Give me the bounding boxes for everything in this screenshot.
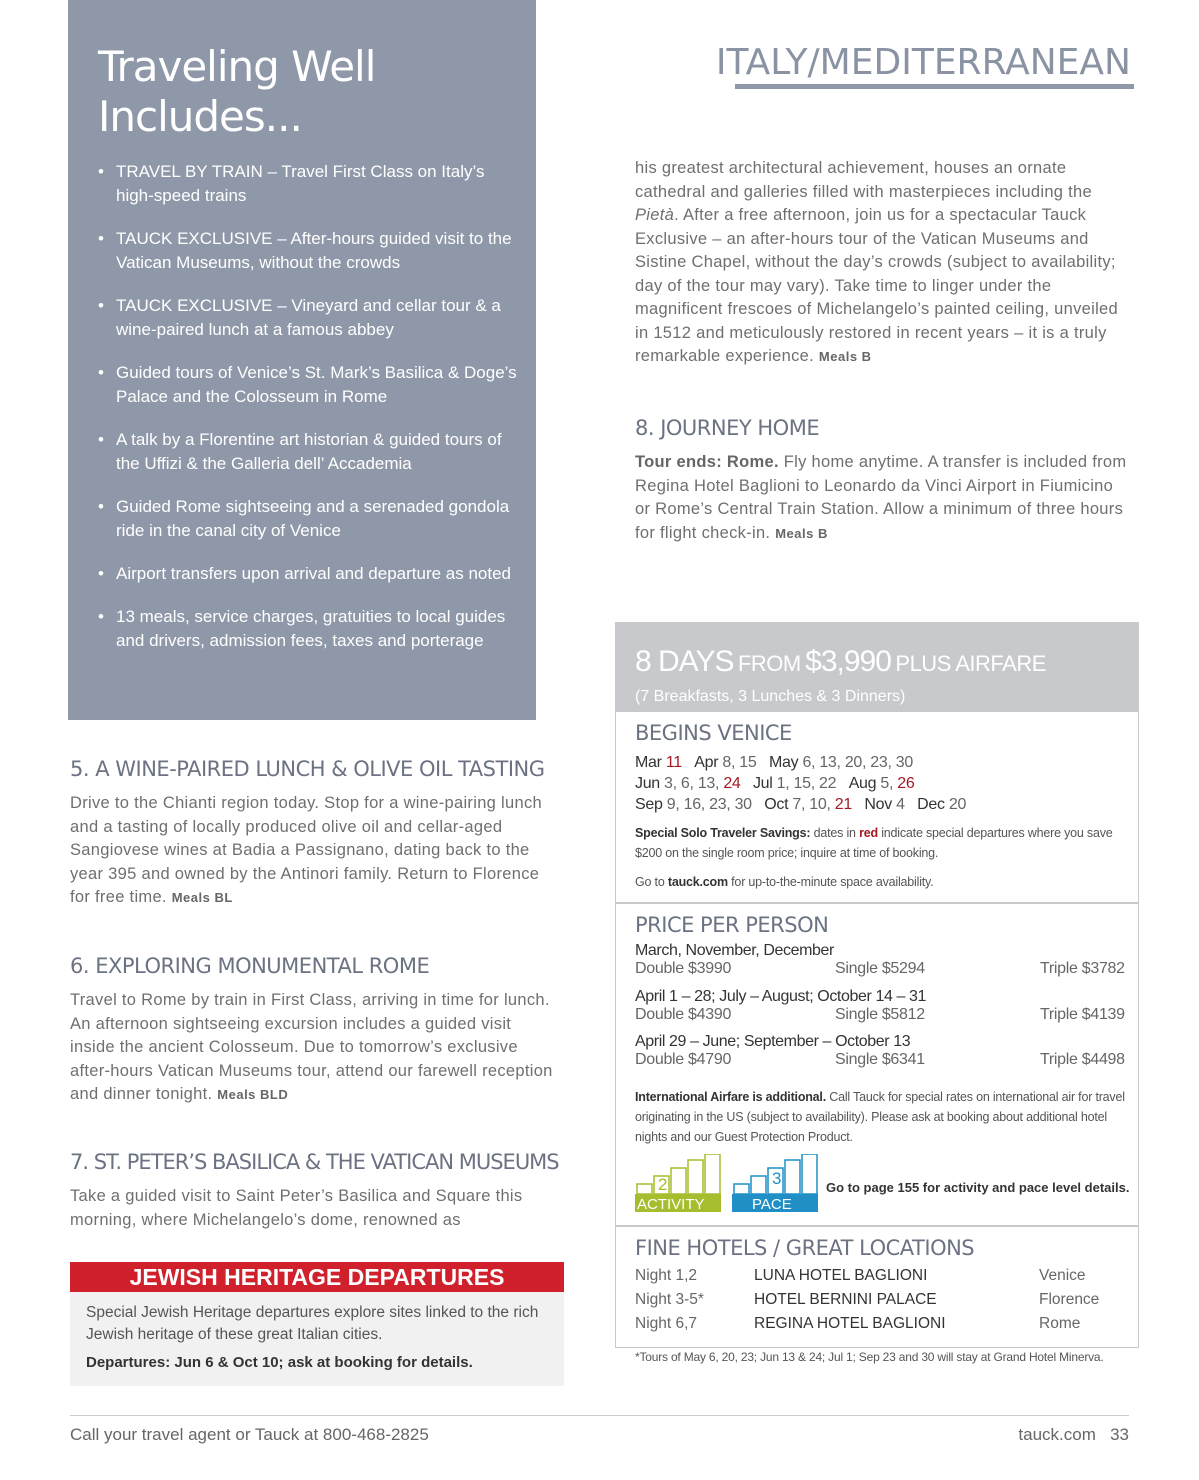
meals-summary: (7 Breakfasts, 3 Lunches & 3 Dinners): [635, 688, 906, 705]
day6-title: 6. EXPLORING MONUMENTAL ROME: [70, 954, 430, 978]
departure-date: 5,: [880, 775, 898, 792]
level-bar: [734, 1184, 749, 1194]
day7-title: 7. ST. PETER’S BASILICA & THE VATICAN MUSEUMS: [70, 1150, 559, 1174]
price-season: [635, 1033, 1125, 1071]
month-label: Dec: [917, 796, 949, 813]
page-number: 33: [1110, 1425, 1129, 1444]
date-row: [635, 752, 966, 773]
date-row: [635, 794, 966, 815]
includes-title-line2: Includes...: [98, 92, 302, 141]
tauck-link[interactable]: tauck.com: [667, 875, 728, 889]
level-bar: [688, 1160, 703, 1194]
day5-text: Drive to the Chianti region today. Stop for a wine-pairing lunch and a tasting of locally produced olive oil and cellar-aged Sangiovese wines at Badia a Passignano, dating back to the year 395 and owned by the Antinori family. Return to Florence for free time. Meals BL: [70, 794, 542, 906]
hotel-city: Rome: [1039, 1315, 1081, 1332]
season-name: March, November, December: [635, 942, 834, 959]
level-bar: [785, 1160, 800, 1194]
jewish-heritage-departures: Departures: Jun 6 & Oct 10; ask at booking for details.: [86, 1354, 473, 1371]
day8-text: Tour ends: Rome. Fly home anytime. A transfer is included from Regina Hotel Baglioni to Leonardo da Vinci Airport in Fiumicino or Rome’s Central Train Station. Allow a minimum of three hours for flight check-in. Meals B: [635, 453, 1127, 542]
price-table: [635, 942, 1125, 1078]
month-label: Aug: [848, 775, 881, 792]
hotel-nights: Night 6,7: [635, 1315, 698, 1332]
day8-meals: Meals B: [775, 525, 828, 541]
season-name: April 29 – June; September – October 13: [635, 1033, 911, 1050]
includes-title: [98, 42, 375, 142]
includes-item: • Airport transfers upon arrival and departure as noted: [98, 562, 518, 586]
pace-level-icon: [732, 1154, 818, 1212]
single-price: Single $5812: [835, 1006, 925, 1023]
month-label: Oct: [764, 796, 793, 813]
hotel-name: REGINA HOTEL BAGLIONI: [754, 1315, 946, 1332]
day5-meals: Meals BL: [171, 890, 233, 905]
includes-item: • Guided Rome sightseeing and a serenaded gondola ride in the canal city of Venice: [98, 495, 518, 543]
day7-text: Take a guided visit to Saint Peter’s Basilica and Square this morning, where Michelangelo’s dome, renowned as: [70, 1187, 523, 1229]
solo-departure-date: 11: [665, 754, 682, 771]
hotel-city: Venice: [1039, 1267, 1086, 1284]
triple-price: Triple $3782: [1040, 960, 1125, 977]
hotel-nights: Night 1,2: [635, 1267, 698, 1284]
level-bar: [671, 1168, 686, 1194]
availability-note: Go to tauck.com for up-to-the-minute space availability.: [635, 875, 934, 889]
solo-departure-date: 26: [897, 775, 915, 792]
svg-text:PACE: PACE: [752, 1196, 792, 1212]
double-price: Double $4390: [635, 1006, 732, 1023]
footer-rule: [70, 1415, 1129, 1416]
departure-date: 8, 15: [722, 754, 757, 771]
level-bar: [802, 1154, 817, 1194]
jewish-heritage-text: Special Jewish Heritage departures explore sites linked to the rich Jewish heritage of these great Italian cities.: [86, 1304, 539, 1343]
includes-title-line1: Traveling Well: [98, 42, 376, 91]
level-bar: [637, 1184, 652, 1194]
solo-departure-date: 24: [723, 775, 741, 792]
departure-date: 9, 16, 23, 30: [666, 796, 752, 813]
double-price: Double $3990: [635, 960, 732, 977]
date-row: [635, 773, 966, 794]
day8-title: 8. JOURNEY HOME: [635, 416, 820, 440]
plus-airfare-label: PLUS AIRFARE: [895, 651, 1046, 676]
triple-price: Triple $4139: [1040, 1006, 1125, 1023]
tour-length: 8 DAYS: [635, 645, 734, 678]
day6-meals: Meals BLD: [217, 1087, 289, 1102]
includes-item: • TAUCK EXCLUSIVE – After-hours guided visit to the Vatican Museums, without the crowds: [98, 227, 518, 275]
hotel-name: HOTEL BERNINI PALACE: [754, 1291, 937, 1308]
from-label: FROM: [737, 651, 801, 676]
svg-text:2: 2: [658, 1175, 668, 1194]
season-name: April 1 – 28; July – August; October 14 – 31: [635, 988, 927, 1005]
hotel-name: LUNA HOTEL BAGLIONI: [754, 1267, 928, 1284]
day7-continued-text: his greatest architectural achievement, houses an ornate cathedral and galleries filled with masterpieces including the Pietà. After a free afternoon, join us for a spectacular Tauck Exclusive – an after-hours tour of the Vatican Museums and Sistine Chapel, without the day’s crowds (subject to availability; day of the tour may vary). Take time to linger under the magnificent frescoes of Michelangelo’s painted ceiling, unveiled in 1512 and meticulously restored in recent years – it is a truly remarkable experience. Meals B: [635, 159, 1119, 365]
jewish-heritage-title: JEWISH HERITAGE DEPARTURES: [70, 1262, 564, 1292]
solo-savings-note: Special Solo Traveler Savings: dates in red indicate special departures where you save $200 on the single room price; inquire at time of booking.: [635, 826, 1113, 860]
hotels-footnote: *Tours of May 6, 20, 23; Jun 13 & 24; Jul 1; Sep 23 and 30 will stay at Grand Hotel Minerva.: [635, 1350, 1104, 1364]
includes-panel: [68, 0, 536, 720]
hotel-nights: Night 3-5*: [635, 1291, 704, 1308]
level-bar: [751, 1176, 766, 1194]
region-heading: ITALY/MEDITERRANEAN: [715, 42, 1131, 83]
hotels-title: FINE HOTELS / GREAT LOCATIONS: [635, 1236, 975, 1260]
region-rule: [735, 84, 1134, 89]
level-bar: [705, 1154, 720, 1194]
price-season: [635, 988, 1125, 1026]
price-season: [635, 942, 1125, 980]
hotel-row: [635, 1264, 1125, 1288]
hotels-table: [635, 1264, 1125, 1336]
footer-site-link[interactable]: tauck.com: [1018, 1425, 1096, 1444]
footer-right: [1018, 1425, 1129, 1445]
divider: [615, 1225, 1139, 1227]
departure-date: 6, 13, 20, 23, 30: [802, 754, 913, 771]
airfare-note: International Airfare is additional. Call Tauck for special rates on international air for travel originating in the US (subject to availability). Please ask at booking about additional hotel nights and our Guest Protection Product.: [635, 1090, 1125, 1144]
departure-dates: [635, 752, 966, 815]
departure-date: 7, 10,: [792, 796, 835, 813]
price-per-person-title: PRICE PER PERSON: [635, 913, 829, 937]
month-label: Nov: [864, 796, 897, 813]
solo-departure-date: 21: [834, 796, 852, 813]
divider: [615, 902, 1139, 904]
includes-item: • A talk by a Florentine art historian & guided tours of the Uffizi & the Galleria dell’ Accademia: [98, 428, 518, 476]
month-label: Mar: [635, 754, 666, 771]
levels-note: Go to page 155 for activity and pace level details.: [826, 1180, 1130, 1195]
departure-date: 20: [948, 796, 967, 813]
month-label: Jul: [752, 775, 777, 792]
day7-meals: Meals B: [818, 349, 872, 364]
footer-contact: Call your travel agent or Tauck at 800-468-2825: [70, 1425, 429, 1444]
single-price: Single $5294: [835, 960, 925, 977]
month-label: May: [768, 754, 803, 771]
hotel-row: [635, 1312, 1125, 1336]
departure-date: 1, 15, 22: [776, 775, 837, 792]
day5-title: 5. A WINE-PAIRED LUNCH & OLIVE OIL TASTING: [70, 757, 545, 781]
includes-item: • TRAVEL BY TRAIN – Travel First Class on Italy’s high-speed trains: [98, 160, 518, 208]
activity-level-icon: [635, 1154, 721, 1212]
triple-price: Triple $4498: [1040, 1051, 1125, 1068]
svg-text:ACTIVITY: ACTIVITY: [637, 1196, 705, 1212]
tour-price: $3,990: [805, 645, 891, 678]
hotel-city: Florence: [1039, 1291, 1100, 1308]
single-price: Single $6341: [835, 1051, 925, 1068]
hotel-row: [635, 1288, 1125, 1312]
includes-item: • TAUCK EXCLUSIVE – Vineyard and cellar tour & a wine-paired lunch at a famous abbey: [98, 294, 518, 342]
month-label: Apr: [694, 754, 723, 771]
includes-item: • Guided tours of Venice’s St. Mark’s Basilica & Doge’s Palace and the Colosseum in Rome: [98, 361, 518, 409]
price-headline: [635, 645, 1046, 679]
begins-title: BEGINS VENICE: [635, 721, 792, 745]
departure-date: 4: [896, 796, 905, 813]
departure-date: 3, 6, 13,: [664, 775, 724, 792]
month-label: Jun: [635, 775, 665, 792]
includes-list: [98, 160, 518, 672]
month-label: Sep: [635, 796, 667, 813]
double-price: Double $4790: [635, 1051, 732, 1068]
svg-text:3: 3: [772, 1169, 782, 1188]
includes-item: • 13 meals, service charges, gratuities to local guides and drivers, admission fees, taxes and porterage: [98, 605, 518, 653]
day6-text: Travel to Rome by train in First Class, arriving in time for lunch. An afternoon sightseeing excursion includes a guided visit inside the ancient Colosseum. Due to tomorrow’s exclusive after-hours Vatican Museums tour, attend our farewell reception and dinner tonight. Meals BLD: [70, 991, 553, 1103]
